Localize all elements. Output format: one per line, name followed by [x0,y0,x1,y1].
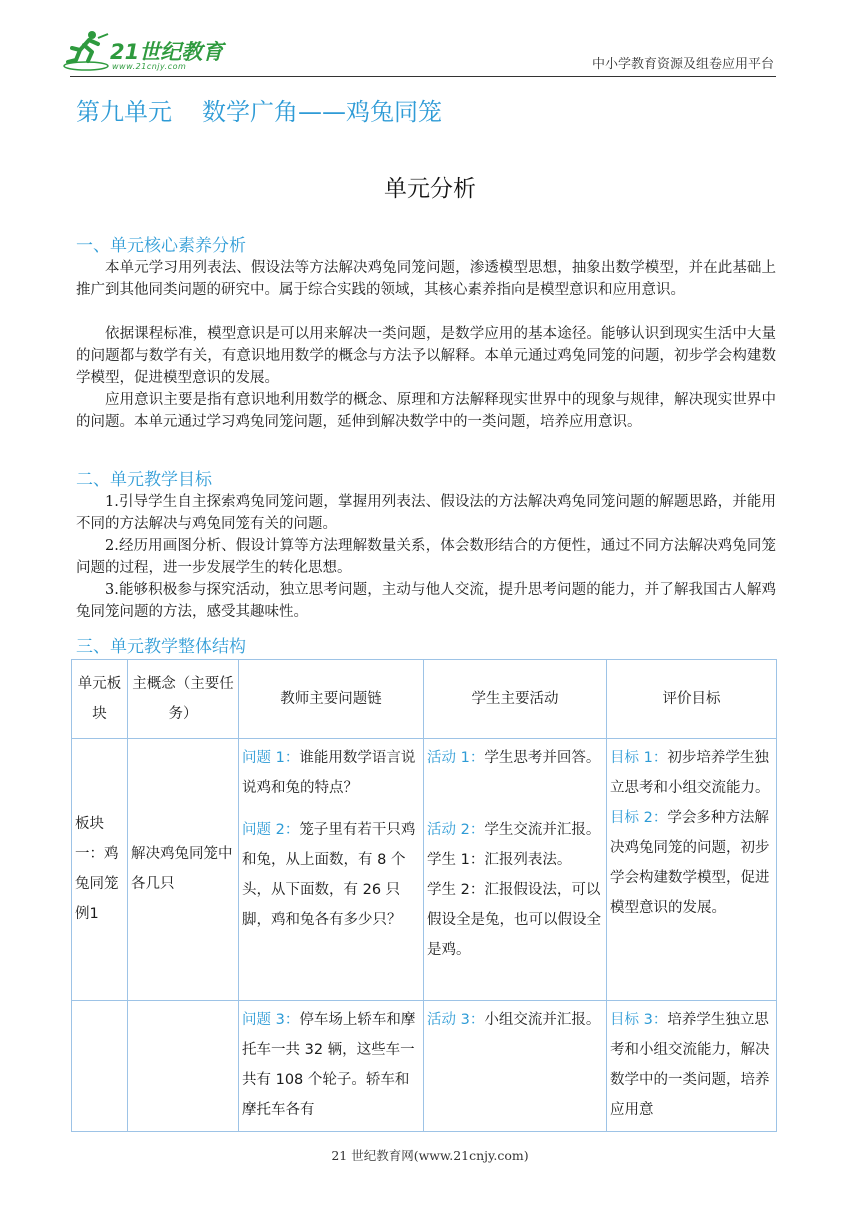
goal-3 [610,1005,773,1125]
unit-topic: 数学广角——鸡兔同笼 [202,98,442,126]
activity-3 [427,1005,603,1035]
runner-icon [62,28,112,74]
site-logo[interactable] [62,28,232,74]
logo-url: www.21cnjy.com [112,62,187,71]
header-question-chain: 教师主要问题链 [239,660,424,739]
question-text: 谁能用数学语言说说鸡和兔的特点？ [242,750,416,796]
student-1-report: 学生 1：汇报列表法。 [427,852,572,868]
activity-1 [427,743,603,773]
unit-title [76,92,442,127]
activity-tag: 活动 3： [427,1012,485,1028]
cell-concept: 解决鸡兔同笼中各几只 [128,739,239,1001]
paragraph: 应用意识主要是指有意识地利用数学的概念、原理和方法解释现实世界中的现象与规律，解决现实世界中的问题。本单元通过学习鸡兔同笼问题，延伸到解决数学中的一类问题，培养应用意识。 [76,392,776,430]
platform-name: 中小学教育资源及组卷应用平台 [591,57,774,72]
question-2 [242,815,420,935]
section-heading-teaching-goals: 二、单元教学目标 [76,470,212,490]
cell-questions [239,1001,424,1132]
page-header [0,0,860,80]
table-header-row [72,660,777,739]
header-concept: 主概念（主要任务） [128,660,239,739]
header-block: 单元板块 [72,660,128,739]
goal-tag: 目标 2： [610,810,668,826]
student-2-report: 学生 2：汇报假设法，可以假设全是兔，也可以假设全是鸡。 [427,882,601,958]
table-row [72,1001,777,1132]
activity-text: 小组交流并汇报。 [484,1012,601,1028]
question-text: 停车场上轿车和摩托车一共 32 辆，这些车一共有 108 个轮子。轿车和摩托车各有 [242,1012,416,1118]
cell-activities [424,1001,607,1132]
section-heading-core-literacy: 一、单元核心素养分析 [76,236,246,256]
activity-tag: 活动 1： [427,750,485,766]
page-footer: 21 世纪教育网(www.21cnjy.com) [331,1148,529,1163]
activity-text: 学生交流并汇报。 [484,822,601,838]
header-divider [70,76,776,77]
unit-number: 第九单元 [76,98,172,126]
activity-text: 学生思考并回答。 [484,750,601,766]
cell-goals [607,739,777,1001]
question-text: 笼子里有若干只鸡和兔，从上面数，有 8 个头，从下面数，有 26 只脚，鸡和兔各有多少只？ [242,822,416,928]
cell-activities [424,739,607,1001]
goal-text: 初步培养学生独立思考和小组交流能力。 [610,750,770,796]
cell-block [72,1001,128,1132]
goal-text: 学会多种方法解决鸡兔同笼的问题，初步学会构建数学模型，促进模型意识的发展。 [610,810,770,916]
cell-block: 板块一：鸡兔同笼例1 [72,739,128,1001]
cell-goals [607,1001,777,1132]
goal-1 [610,743,773,803]
cell-concept [128,1001,239,1132]
header-evaluation-goal: 评价目标 [607,660,777,739]
paragraph: 依据课程标准，模型意识是可以用来解决一类问题，是数学应用的基本途径。能够认识到现实生活中大量的问题都与数学有关，有意识地用数学的概念与方法予以解释。本单元通过鸡兔同笼的问题，初步学会构建数学模型，促进模型意识的发展。 [76,326,776,386]
section-heading-structure: 三、单元教学整体结构 [76,637,246,657]
question-tag: 问题 3： [242,1012,300,1028]
goal-text: 培养学生独立思考和小组交流能力，解决数学中的一类问题，培养应用意 [610,1012,770,1118]
paragraph: 本单元学习用列表法、假设法等方法解决鸡兔同笼问题，渗透模型思想，抽象出数学模型，并在此基础上推广到其他同类问题的研究中。属于综合实践的领域，其核心素养指向是模型意识和应用意识。 [76,260,776,298]
activity-tag: 活动 2： [427,822,485,838]
goal-2 [610,803,773,923]
paragraph: 3.能够积极参与探究活动，独立思考问题，主动与他人交流，提升思考问题的能力，并了解我国古人解鸡兔同笼问题的方法，感受其趣味性。 [76,582,776,620]
question-1 [242,743,420,803]
goal-tag: 目标 3： [610,1012,668,1028]
logo-text: 21世纪教育 [110,40,224,64]
question-tag: 问题 2： [242,822,300,838]
paragraph: 1.引导学生自主探索鸡兔同笼问题，掌握用列表法、假设法的方法解决鸡兔同笼问题的解题思路，并能用不同的方法解决与鸡兔同笼有关的问题。 [76,494,776,532]
table-row [72,739,777,1001]
paragraph: 2.经历用画图分析、假设计算等方法理解数量关系，体会数形结合的方便性，通过不同方法解决鸡兔同笼问题的过程，进一步发展学生的转化思想。 [76,538,776,576]
goal-tag: 目标 1： [610,750,668,766]
page-title: 单元分析 [384,176,476,202]
question-tag: 问题 1： [242,750,300,766]
activity-2 [427,815,603,845]
header-student-activity: 学生主要活动 [424,660,607,739]
question-3 [242,1005,420,1125]
structure-table [71,659,777,1132]
cell-questions [239,739,424,1001]
